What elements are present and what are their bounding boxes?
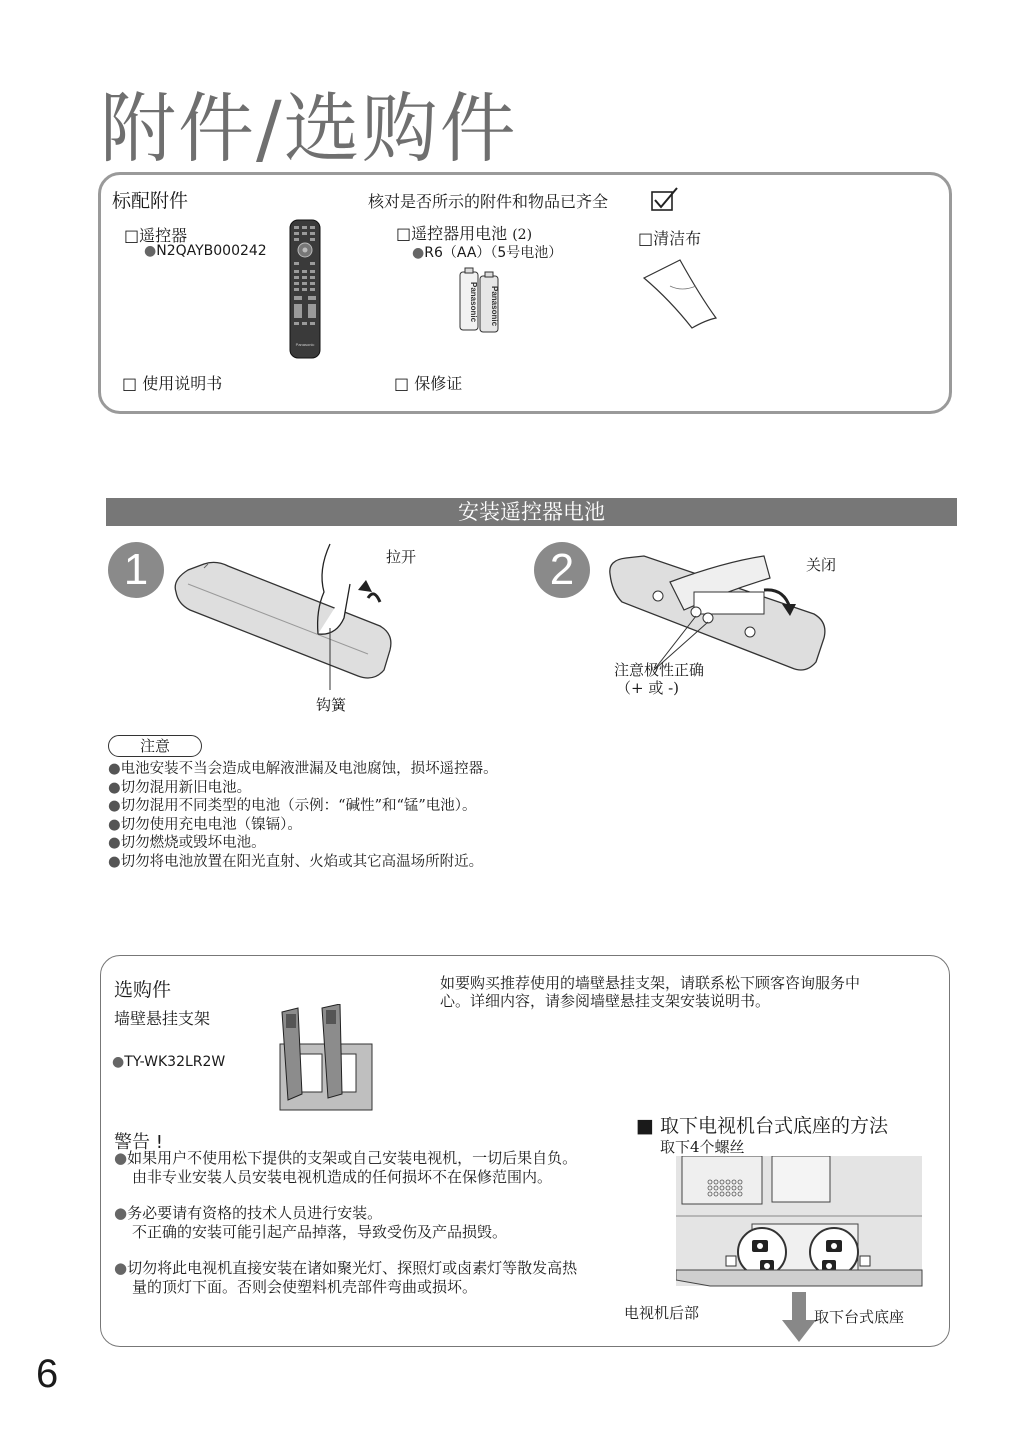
caution-item: ● 切勿将电池放置在阳光直射、火焰或其它高温场所附近。 <box>108 853 498 872</box>
warning-item-cont: 由非专业安装人员安装电视机造成的任何损坏不在保修范围内。 <box>132 1168 553 1186</box>
polarity-label-1: 注意极性正确 <box>614 661 705 679</box>
cleaning-cloth-icon <box>640 256 720 330</box>
pull-open-label: 拉开 <box>386 548 417 566</box>
wall-bracket-icon <box>276 1004 376 1114</box>
polarity-label-2: （+ 或 -) <box>616 679 680 697</box>
wall-bracket-model: ●TY-WK32LR2W <box>112 1054 226 1070</box>
warning-item: ●切勿将此电视机直接安装在诸如聚光灯、探照灯或卤素灯等散发高热 <box>114 1259 578 1277</box>
hook-label: 钩簧 <box>316 696 347 714</box>
caution-label: 注意 <box>108 735 202 757</box>
remote-open-cover-illustration <box>168 540 398 690</box>
remote-batteries-model: ●R6（AA）（5号电池） <box>412 245 563 261</box>
caution-item: ● 切勿燃烧或毁坏电池。 <box>108 834 498 853</box>
caution-item: ● 切勿混用新旧电池。 <box>108 779 498 798</box>
checkbox-checked-icon <box>650 186 680 212</box>
page-number: 6 <box>36 1352 59 1396</box>
svg-text:Panasonic: Panasonic <box>469 282 478 323</box>
caution-list <box>108 760 498 871</box>
warning-item: ●如果用户不使用松下提供的支架或自己安装电视机，一切后果自负。 <box>114 1149 578 1167</box>
warning-item-cont: 不正确的安装可能引起产品掉落，导致受伤及产品损毁。 <box>132 1223 508 1241</box>
warning-item-cont: 量的顶灯下面。否则会使塑料机壳部件弯曲或损坏。 <box>132 1278 478 1296</box>
step-1-badge: 1 <box>108 542 164 598</box>
warning-item: ●务必要请有资格的技术人员进行安装。 <box>114 1204 383 1222</box>
battery-install-bar: 安装遥控器电池 <box>106 498 957 526</box>
operating-manual-label: □ 使用说明书 <box>122 374 223 393</box>
caution-item: ● 切勿混用不同类型的电池（示例：“碱性”和“锰”电池）。 <box>108 797 498 816</box>
remote-control-model: ●N2QAYB000242 <box>144 243 267 259</box>
page-title: 附件/选购件 <box>100 84 518 173</box>
bracket-note-line2: 心。详细内容，请参阅墙壁悬挂支架安装说明书。 <box>440 992 771 1010</box>
remove-screws-label: 取下4个螺丝 <box>660 1138 745 1156</box>
bracket-note-line1: 如要购买推荐使用的墙壁悬挂支架，请联系松下顾客咨询服务中 <box>440 974 861 992</box>
remove-base-label: 取下台式底座 <box>814 1308 905 1326</box>
wall-bracket-heading: 墙壁悬挂支架 <box>114 1009 211 1028</box>
warranty-card-label: □ 保修证 <box>394 374 463 393</box>
optional-heading: 选购件 <box>114 979 172 1001</box>
remote-batteries-label: □遥控器用电池 (2) <box>396 224 533 243</box>
caution-item: ● 切勿使用充电电池（镍镉）。 <box>108 816 498 835</box>
cleaning-cloth-label: □清洁布 <box>638 229 702 248</box>
step-2-badge: 2 <box>534 542 590 598</box>
remote-control-label: □遥控器 <box>124 226 188 245</box>
batteries-icon <box>456 266 506 334</box>
remove-base-title: ■ 取下电视机台式底座的方法 <box>636 1115 888 1137</box>
warning-title: 警告 ! <box>114 1132 163 1153</box>
check-note: 核对是否所示的附件和物品已齐全 <box>368 192 609 211</box>
standard-accessories-heading: 标配附件 <box>112 190 189 212</box>
remote-control-icon <box>286 218 324 360</box>
caution-item: ● 电池安装不当会造成电解液泄漏及电池腐蚀，损坏遥控器。 <box>108 760 498 779</box>
svg-text:Panasonic: Panasonic <box>490 286 499 327</box>
close-label: 关闭 <box>806 556 837 574</box>
svg-text:Panasonic: Panasonic <box>295 342 315 347</box>
tv-rear-label: 电视机后部 <box>624 1304 700 1322</box>
